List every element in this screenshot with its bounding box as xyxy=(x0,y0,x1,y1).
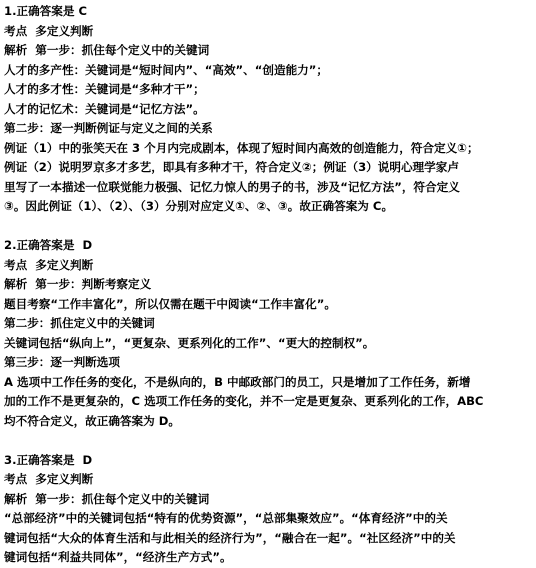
q3-step1: 解析 第一步：抓住每个定义中的关键词 xyxy=(4,491,210,506)
q2-step3: 第三步：逐一判断选项 xyxy=(4,355,120,369)
q1-definition-1: 人才的多产性：关键词是“短时间内”、“高效”、“创造能力”； xyxy=(4,62,328,77)
q1-kaodian: 考点 多定义判断 xyxy=(4,23,94,38)
section-spacer xyxy=(4,217,532,237)
q1-step2: 第二步：逐一判断例证与定义之间的关系 xyxy=(4,121,213,135)
q1-analysis-line: 例证（2）说明罗京多才多艺，即具有多种才干，符合定义②；例证（3）说明心理学家卢 xyxy=(4,160,459,174)
q1-step1: 解析 第一步：抓住每个定义中的关键词 xyxy=(4,43,210,57)
q2-keywords: 关键词包括“纵向上”，“更复杂、更系列化的工作”、“更大的控制权”。 xyxy=(4,335,375,350)
q1-definition-2: 人才的多才性：关键词是“多种才干”； xyxy=(4,82,205,96)
q1-definition-3: 人才的记忆术：关键词是“记忆方法”。 xyxy=(4,101,205,116)
q3-analysis-line: 键词包括“利益共同体”，“经济生产方式”。 xyxy=(4,550,232,564)
q3-answer: 3.正确答案是 D xyxy=(4,452,93,467)
q1-answer: 1.正确答案是 C xyxy=(4,4,87,18)
q1-analysis-line: 例证（1）中的张笑天在 3 个月内完成剧本，体现了短时间内高效的创造能力，符合定义①； xyxy=(4,140,479,155)
q2-step2: 第二步：抓住定义中的关键词 xyxy=(4,316,155,330)
answer-document xyxy=(4,2,532,568)
q3-analysis-line: 键词包括“大众的体育生活和与此相关的经济行为”，“融合在一起”。“社区经济”中的关 xyxy=(4,530,456,545)
q2-analysis-line: 均不符合定义，故正确答案为 D。 xyxy=(4,413,180,428)
q2-analysis-line: 加的工作不是更复杂的，C 选项工作任务的变化，并不一定是更复杂、更系列化的工作，ABC xyxy=(4,394,484,408)
q2-step1: 解析 第一步：判断考察定义 xyxy=(4,277,152,291)
q2-topic: 题目考察“工作丰富化”，所以仅需在题干中阅读“工作丰富化”。 xyxy=(4,296,336,311)
q3-analysis-line: “总部经济”中的关键词包括“特有的优势资源”，“总部集聚效应”。“体育经济”中的关 xyxy=(4,511,448,525)
q2-analysis-line: A 选项中工作任务的变化，不是纵向的，B 中邮政部门的员工，只是增加了工作任务，新增 xyxy=(4,374,471,389)
section-spacer xyxy=(4,431,532,451)
q1-analysis-line: 里写了一本描述一位联觉能力极强、记忆力惊人的男子的书，涉及“记忆方法”，符合定义 xyxy=(4,179,460,194)
q3-kaodian: 考点 多定义判断 xyxy=(4,472,94,486)
q1-analysis-line: ③。因此例证（1）、（2）、（3）分别对应定义①、②、③。故正确答案为 C。 xyxy=(4,199,394,213)
q2-kaodian: 考点 多定义判断 xyxy=(4,257,94,272)
q2-answer: 2.正确答案是 D xyxy=(4,238,93,252)
